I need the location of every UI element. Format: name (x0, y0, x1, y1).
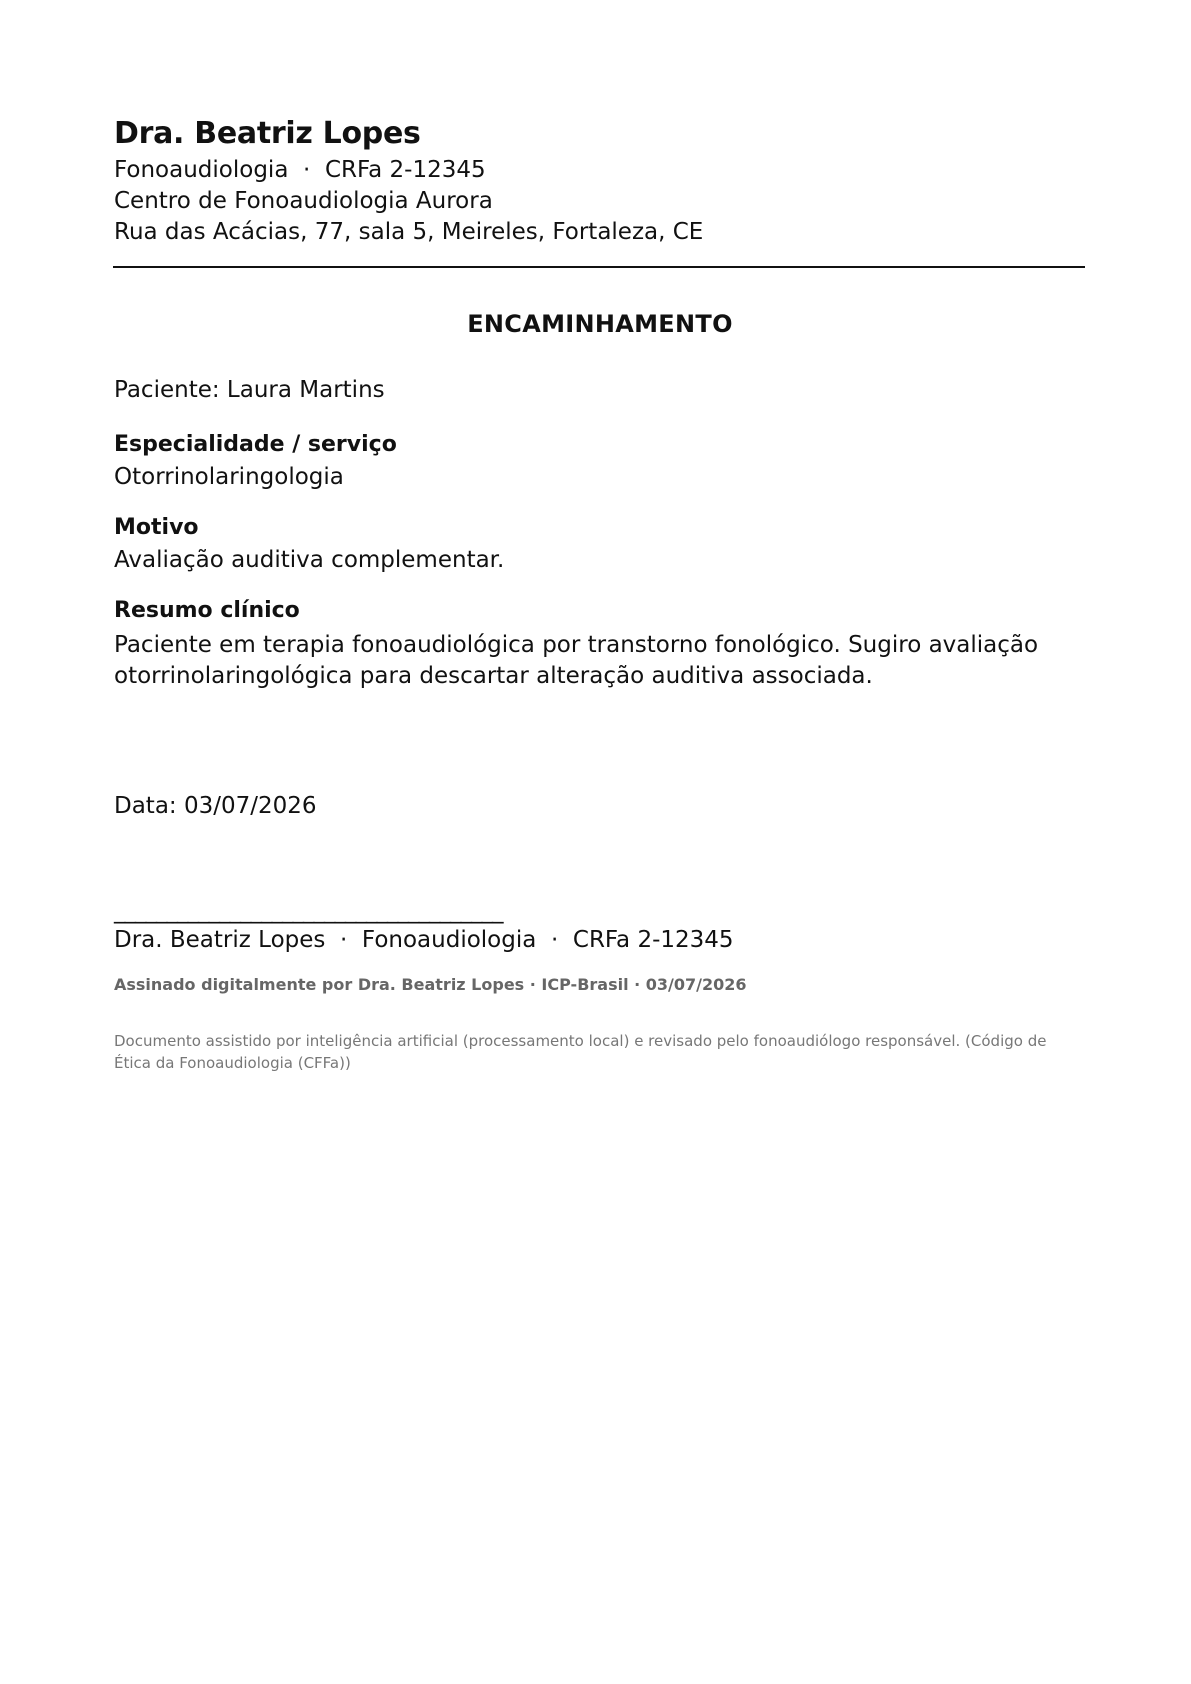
reason-label: Motivo (114, 515, 199, 540)
signature-line: _____________________________________ (114, 898, 503, 924)
clinic-address: Rua das Acácias, 77, sala 5, Meireles, Fortaleza, CE (114, 219, 704, 245)
doctor-name: Dra. Beatriz Lopes (114, 116, 421, 151)
clinic-name: Centro de Fonoaudiologia Aurora (114, 188, 493, 214)
specialty-value: Otorrinolaringologia (114, 464, 344, 490)
specialty-registration: Fonoaudiologia · CRFa 2-12345 (114, 157, 486, 183)
ai-disclaimer: Documento assistido por inteligência artificial (processamento local) e revisado pelo fonoaudiólogo responsável. (Código de Ética da Fonoaudiologia (CFFa)) (114, 1032, 1047, 1072)
digital-signature-note: Assinado digitalmente por Dra. Beatriz Lopes · ICP-Brasil · 03/07/2026 (114, 975, 747, 994)
patient-line: Paciente: Laura Martins (114, 377, 385, 403)
signature-name: Dra. Beatriz Lopes · Fonoaudiologia · CRFa 2-12345 (114, 927, 734, 953)
date-line: Data: 03/07/2026 (114, 793, 317, 819)
summary-value: Paciente em terapia fonoaudiológica por transtorno fonológico. Sugiro avaliação otorrinolaringológica para descartar alteração auditiva associada. (114, 632, 1039, 689)
specialty-label: Especialidade / serviço (114, 432, 397, 457)
summary-label: Resumo clínico (114, 598, 300, 623)
document-title: ENCAMINHAMENTO (467, 310, 733, 338)
header-divider (113, 266, 1085, 268)
reason-value: Avaliação auditiva complementar. (114, 547, 505, 573)
